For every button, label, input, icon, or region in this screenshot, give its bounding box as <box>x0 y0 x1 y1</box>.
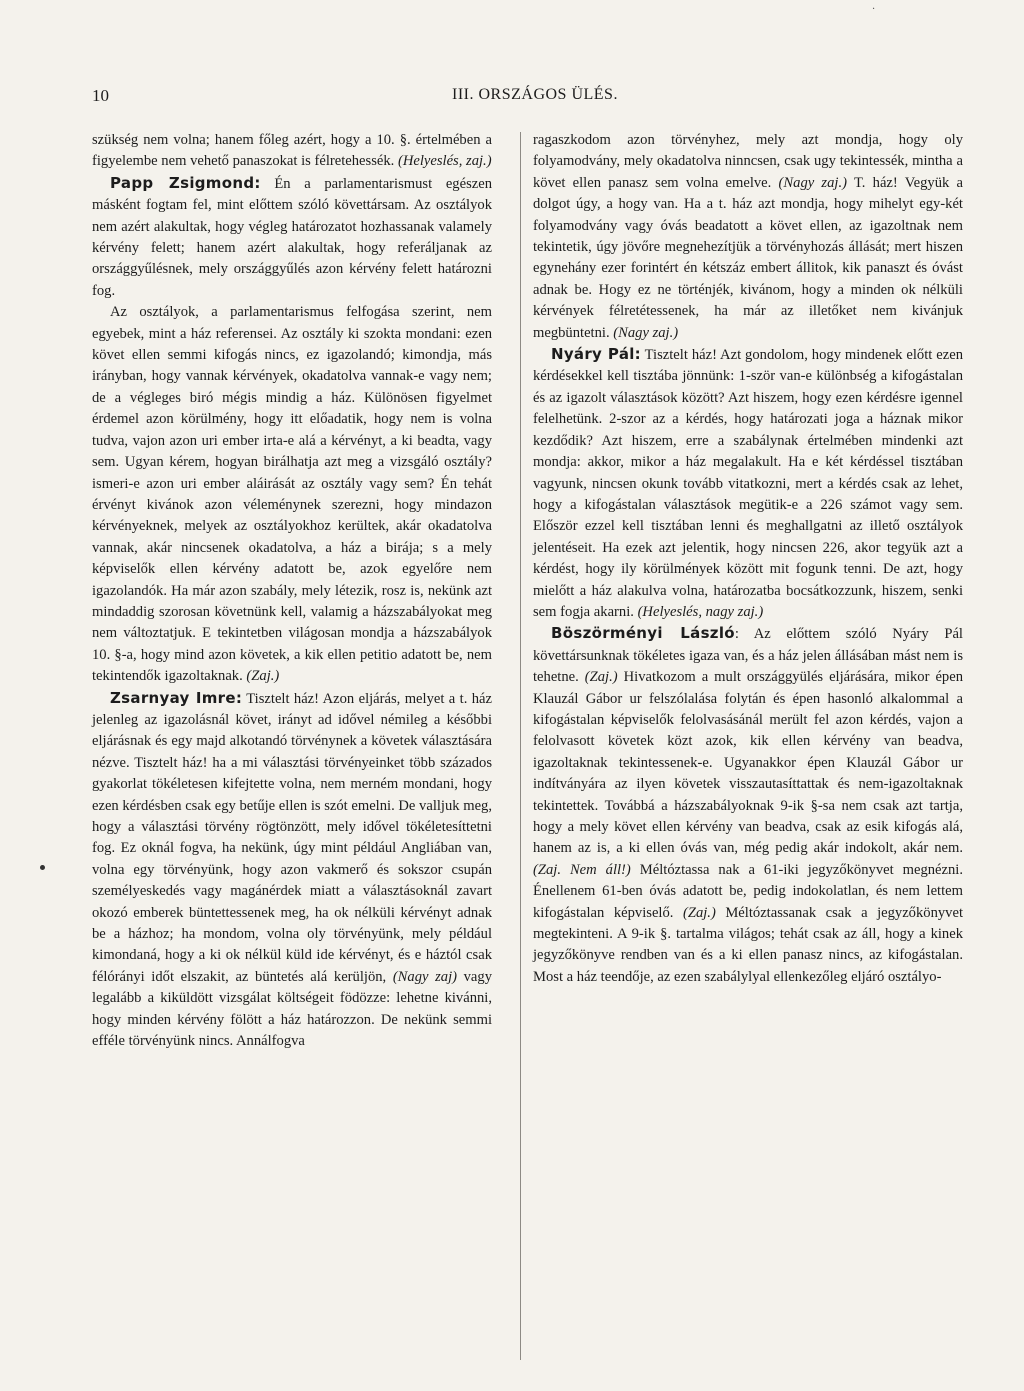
interjection: (Nagy zaj.) <box>613 324 679 341</box>
left-column <box>92 130 492 1052</box>
speaker-name: Zsarnyay Imre: <box>110 688 243 707</box>
interjection: (Helyeslés, zaj.) <box>397 153 492 170</box>
running-head: III. ORSZÁGOS ÜLÉS. <box>452 86 618 103</box>
text: szükség nem volna; hanem főleg azért, hogy a 10. §. értelmében a figyelembe nem vehető panaszokat is félretehessék. <box>92 132 492 170</box>
text: Méltóztassanak csak a jegyzőkönyvet megtekinteni. A 9-ik §. tartalma világos; tehát csak az áll, hogy a kinek jegyzőkönyve rendben van és a ki ellen panasz nincs, az kifogástalan. Most a ház teendője, az ezen szabálylyal ellenkezőleg eljáró osztályo- <box>533 904 963 985</box>
paragraph <box>92 688 492 1053</box>
paragraph <box>533 623 963 988</box>
speaker-name: Nyáry Pál: <box>551 345 641 364</box>
paragraph <box>533 130 963 344</box>
paragraph <box>533 344 963 623</box>
speaker-name: Böszörményi László <box>551 624 735 643</box>
paragraph <box>92 302 492 687</box>
text: Tisztelt ház! Azt gondolom, hogy mindenek előtt ezen kérdésekkel kell tisztába jönnünk: 1-ször van-e különbség a kifogástalan és az igazolt választások között? Azt hiszem, hogy ezen kérdésre igennel felelhetünk. 2-szor az a kérdés, hogy határozati joga a háznak mikor kezdődik? Azt hiszem, erre a szabálynak értelmében mindenki azt mondja: akkor, mikor a ház megalakult. Ha e két kérdéssel tisztában vagyunk, nincsen okunk tovább vitatkozni, mert a kérdés csak az lehet, hogy a kifogástalan választások megütik-e a 226 számot vagy sem. Először ezzel kell tisztában lenni és meghallgatni az illető osztályok jelentéseit. Ha ezek azt jelentik, hogy nincsen 226, akor tegyük azt a kérdést, hogy ily körülmények között mit fogunk tenni. De azt, hogy mielőtt a ház alakulva volna, határozatba bocsátkozzunk, hiszem, senki sem fogja akarni. <box>533 347 963 620</box>
interjection: (Zaj.) <box>682 904 716 921</box>
interjection: (Nagy zaj.) <box>778 174 847 191</box>
page-number: 10 <box>92 86 109 105</box>
column-divider <box>520 132 521 1360</box>
text: Tisztelt ház! Azon eljárás, melyet a t. ház jelenleg az igazolásnál követ, irányt ad idővel némileg a későbbi eljárásnak és egy majd alkotandó törvénynek a követek választására nézve. Tisztelt ház! ha a mi választási törvényeinket több százados gyakorlat tökéletesen kifejtette volna, nem merném mondani, hogy ezen kérdésben csak egy betűje ellen is szót emelni. De valljuk meg, hogy a választási törvény rögtönzött, mely idővel tökéletesíttetni fog. Ez oknál fogva, ha nekünk, úgy mint például Angliában van, volna egy törvényünk, hogy azon vakmerő és sokszor csupán személyeskedés vagy magánérdek miatt a választásoknál zavart okozó emberek büntettessenek meg, ha ok nélküli kérvényt adnak be a házhoz; ha mondom, volna oly törvényünk, mely például kimondaná, hogy a ki ok nélkül küld ide kérvényt, és e háztól csak félórányi időt elszakit, az büntetés alá kerüljön, <box>92 690 492 985</box>
interjection: (Zaj. Nem áll!) <box>533 861 631 878</box>
interjection: (Zaj.) <box>584 669 618 686</box>
margin-dot <box>40 865 45 870</box>
text: : Az előttem szóló Nyáry Pál követtársunknak tökéletes igaza van, és a ház jelen állásában mást nem is tehetne. <box>533 626 963 686</box>
text: T. ház! Vegyük a dolgot úgy, a hogy van. Ha a t. ház azt mondja, hogy mihelyt egy-két folyamodvány vagy óvás beadatott a követ ellen, az igazoltnak nem tekintetik, úgy jövőre megnehezítjük a törvényhozás állását; mert hiszen egynehány ezer forintért én kétszáz embert állitok, kik panaszt és óvást adnak be. Hogy ez ne történjék, kivánom, hogy a minden ok nélküli kérvények félretétessenek, ha már az illetőket nem kivánjuk megbüntetni. <box>533 174 963 341</box>
interjection: (Nagy zaj) <box>392 968 457 985</box>
text: Az osztályok, a parlamentarismus felfogása szerint, nem egyebek, mint a ház referensei. Az osztály ki szokta mondani: ezen követ ellen semmi kifogás nincs, ez igazolandó; kimondja, más irányban, hogy vannak kérvények, okadatolva vannak-e vagy nem; de a végleges biró mégis mindig a ház. Különösen figyelmet érdemel azon körülmény, hogy itt előadatik, hogy nem is volna tudva, vajon azon uri ember irta-e alá a kérvényt, a ki beadta, vagy sem. Ugyan kérem, hogyan birálhatja azt meg a vizsgáló osztály? ismeri-e azon uri ember aláirását az osztály vagy sem? Én tehát érvényt kivánok azon véleménynek szerezni, hogy mindazon kérvényeknek, melyek az osztályokhoz kerültek, akár okadatolva vannak, akár nincsenek okadatolva, a ház a birája; s a mely képviselők ellen kérvény adatott be, azok egyelőre nem igazolandók. Ha már azon szabály, mely létezik, rosz is, nekünk azt mindaddig szorosan követnünk kell, valamig a házszabályokat meg nem változtatjuk. E tekintetben világosan mondja a házszabályok 10. §-a, hogy mind azon követek, a kik ellen petitio adatott be, nem tekintendők igazoltaknak. <box>92 304 492 685</box>
interjection: (Helyeslés, nagy zaj.) <box>637 603 764 620</box>
paragraph <box>92 173 492 302</box>
text: Hivatkozom a mult országgyülés eljárására, mikor épen Klauzál Gábor ur felszólalása folytán és épen hasonló alkalommal a kifogástalan képviselők felolvasásánál merült fel azon kérdés, vajon a felolvasott követek közt azok, kik ellen kérvény van beadva, igazoltaknak tekintessenek-e. Ugyanakkor épen Klauzál Gábor ur indítványára az ilyen követek visszautasíttattak és nem-igazoltaknak tekintettek. Továbbá a házszabályoknak 9-ik §-sa nem csak azt tartja, hogy a mely követ ellen kérvény van beadva, csak az esik kifogás alá, hanem az is, a ki ellen óvás van, még pedig akár indokolt, akár nem. <box>533 669 963 857</box>
paragraph <box>92 130 492 173</box>
text: Én a parlamentarismust egészen másként fogtam fel, mint előttem szóló követtársam. Az osztályok nem azért alakultak, hogy végleg határozatot hozhassanak valamely kérvény felett; hanem azért alakultak, hogy referáljanak az országgyűlésnek, mely országgyűlés azon kérvény felett határozni fog. <box>92 175 492 299</box>
stray-mark: · <box>872 4 876 15</box>
page-header <box>92 86 952 116</box>
interjection: (Zaj.) <box>246 668 280 685</box>
right-column <box>533 130 963 988</box>
text: vagy legalább a kiküldött vizsgálat költségeit födözze: lehetne kivánni, hogy minden kérvény fölött a ház határozzon. De nekünk semmi efféle törvényünk nincs. Annálfogva <box>92 968 492 1050</box>
text: ragaszkodom azon törvényhez, mely azt mondja, hogy oly folyamodvány, mely okadatolva ninncsen, csak ugy tekintessék, mintha a követ ellen panasz sem volna emelve. <box>533 132 963 191</box>
speaker-name: Papp Zsigmond: <box>110 173 261 192</box>
text: Méltóztassa nak a 61-iki jegyzőkönyvet megnézni. Énellenem 61-ben óvás adatott be, pedig indokolatlan, és nem lettem kifogástalan képviselő. <box>533 861 963 921</box>
